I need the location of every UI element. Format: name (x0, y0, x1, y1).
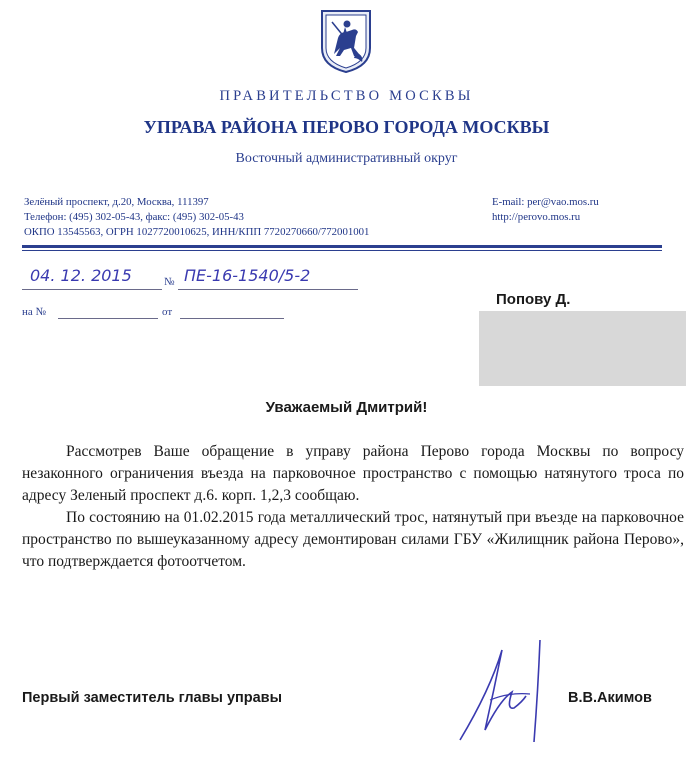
phone-line: Телефон: (495) 302-05-43, факс: (495) 302-05-43 (24, 211, 244, 223)
reply-to-label: на № (22, 306, 47, 318)
letterhead-rule-thick (22, 245, 662, 248)
date-underline (22, 289, 162, 290)
codes-line: ОКПО 13545563, ОГРН 1027720010625, ИНН/КПП 7720270660/772001001 (24, 226, 370, 238)
contacts-right (492, 195, 599, 225)
number-label: № (164, 276, 175, 288)
body-paragraph-2 (22, 507, 684, 573)
government-title: ПРАВИТЕЛЬСТВО МОСКВЫ (219, 88, 474, 104)
contacts-left (24, 195, 369, 240)
redacted-address-block (479, 311, 686, 386)
handwritten-signature (430, 630, 580, 750)
reply-number-line (58, 318, 158, 319)
email-line: E-mail: per@vao.mos.ru (492, 196, 599, 208)
salutation: Уважаемый Дмитрий! (265, 399, 428, 416)
letterhead-rule-thin (22, 250, 662, 251)
body-paragraph-1 (22, 441, 684, 507)
address-line: Зелёный проспект, д.20, Москва, 111397 (24, 196, 209, 208)
signatory-title: Первый заместитель главы управы (22, 690, 282, 706)
okrug-title: Восточный административный округ (235, 151, 458, 166)
addressee: Попову Д. (496, 291, 571, 308)
registration-date: 04. 12. 2015 (30, 266, 132, 285)
from-label: от (162, 306, 173, 318)
registration-number: ПЕ-16-1540/5-2 (184, 266, 311, 285)
paragraph-text: Рассмотрев Ваше обращение в управу района Перово города Москвы по вопросу незаконного ограничения въезда на парковочное пространство с помощью натянутого троса по адресу Зеленый проспект д.6. корп. 1,2,3 сообщаю. (22, 443, 684, 504)
reply-date-line (180, 318, 284, 319)
signatory-name: В.В.Акимов (568, 690, 652, 706)
number-underline (178, 289, 358, 290)
paragraph-text: По состоянию на 01.02.2015 года металлический трос, натянутый при въезде на парковочное пространство по вышеуказанному адресу демонтирован силами ГБУ «Жилищник района Перово», что подтверждается фотоотчетом. (22, 509, 684, 570)
site-line: http://perovo.mos.ru (492, 211, 581, 223)
uprava-title: УПРАВА РАЙОНА ПЕРОВО ГОРОДА МОСКВЫ (143, 117, 550, 137)
moscow-coat-of-arms-icon (318, 8, 374, 74)
